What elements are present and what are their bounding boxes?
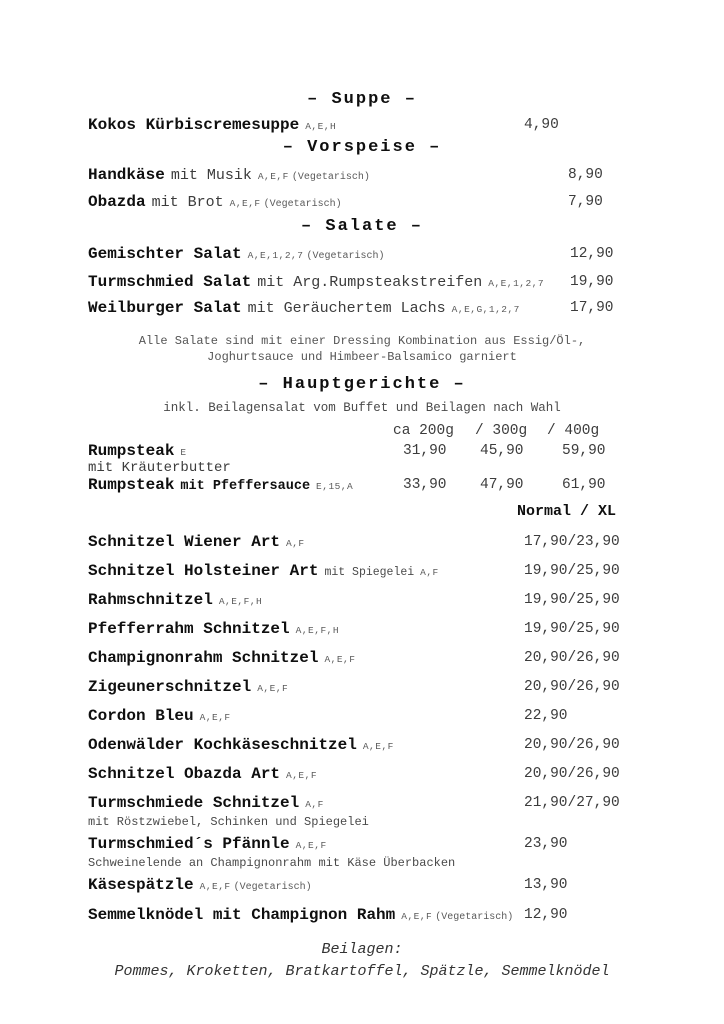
size-header-normal-xl: Normal / XL (517, 503, 617, 520)
item-price-200g: 31,90 (403, 443, 447, 459)
item-name-part2: mit Pfeffersauce (180, 479, 311, 494)
menu-item-row (88, 834, 636, 856)
item-veg-label: (Vegetarisch) (291, 172, 370, 183)
item-price: 17,90/23,90 (524, 534, 620, 550)
salad-dressing-note (88, 333, 636, 365)
menu-item-row (88, 875, 636, 898)
item-allergens: A,E,F (257, 683, 289, 694)
item-price: 22,90 (524, 708, 568, 724)
menu-item-row (88, 442, 636, 460)
item-allergens: A,E,F (257, 171, 289, 182)
item-price: 12,90 (524, 907, 568, 923)
item-price-400g: 59,90 (562, 443, 606, 459)
item-allergens: A,E,F (324, 654, 356, 665)
menu-item-row (88, 192, 636, 215)
item-price: 21,90/27,90 (524, 795, 620, 811)
menu-item-row (88, 619, 636, 641)
item-veg-label: (Vegetarisch) (306, 251, 385, 262)
menu-item-row (88, 298, 636, 320)
menu-item-row (88, 272, 636, 294)
item-description: mit Röstzwiebel, Schinken und Spiegelei (88, 815, 369, 829)
item-name: Turmschmied Salat (88, 273, 252, 291)
item-name: Rumpsteak (88, 476, 175, 494)
item-veg-label: (Vegetarisch) (435, 912, 514, 923)
menu-item-row (88, 677, 636, 699)
item-price: 20,90/26,90 (524, 679, 620, 695)
item-allergens: A,E,1,2,7 (247, 250, 304, 261)
weight-col-400g: / 400g (547, 423, 600, 439)
item-name: Schnitzel Obazda Art (88, 765, 281, 783)
item-veg-label: (Vegetarisch) (263, 199, 342, 210)
item-name: Käsespätzle (88, 876, 194, 894)
item-price: 19,90/25,90 (524, 563, 620, 579)
item-allergens: A,E,G,1,2,7 (451, 304, 520, 315)
item-allergens: A,E,F (229, 198, 261, 209)
item-price: 17,90 (570, 300, 614, 316)
item-allergens: A,E,H (305, 121, 337, 132)
item-price: 13,90 (524, 877, 568, 893)
item-name: Cordon Bleu (88, 707, 194, 725)
menu-item-row (88, 648, 636, 670)
item-name: Kokos Kürbiscremesuppe (88, 116, 300, 134)
salad-note-line-1: Alle Salate sind mit einer Dressing Kombination aus Essig/Öl-, (138, 334, 586, 348)
menu-item-row (88, 793, 636, 815)
item-allergens: A,E,F (286, 770, 318, 781)
menu-item-row (88, 244, 636, 267)
item-price-300g: 45,90 (480, 443, 524, 459)
item-suffix: mit Arg.Rumpsteakstreifen (257, 274, 483, 291)
item-allergens: A,E,1,2,7 (488, 278, 545, 289)
item-suffix: mit Geräuchertem Lachs (247, 300, 446, 317)
item-price: 20,90/26,90 (524, 766, 620, 782)
menu-item-row (88, 476, 636, 494)
menu-item-row (88, 905, 636, 928)
item-price: 19,90 (570, 274, 614, 290)
item-name: Turmschmiede Schnitzel (88, 794, 300, 812)
section-title-hauptgerichte: – Hauptgerichte – (258, 375, 466, 394)
item-name: Zigeunerschnitzel (88, 678, 252, 696)
item-allergens: A,E,F,H (295, 625, 340, 636)
item-description: mit Kräuterbutter (88, 460, 231, 476)
menu-item-row (88, 764, 636, 786)
menu-item-row (88, 706, 636, 728)
item-allergens: A,E,F (199, 881, 231, 892)
item-price-200g: 33,90 (403, 477, 447, 493)
salad-note-line-2: Joghurtsauce und Himbeer-Balsamico garniert (207, 350, 517, 364)
item-price: 7,90 (568, 194, 603, 210)
item-price: 20,90/26,90 (524, 737, 620, 753)
item-name: Rumpsteak (88, 442, 175, 460)
section-title-vorspeise: – Vorspeise – (282, 138, 442, 157)
item-name: Schnitzel Wiener Art (88, 533, 281, 551)
item-allergens: A,F (305, 799, 324, 810)
item-price: 19,90/25,90 (524, 621, 620, 637)
item-allergens: A,E,F,H (218, 596, 263, 607)
item-allergens: A,E,F (362, 741, 394, 752)
menu-item-row (88, 561, 636, 583)
item-allergens: E (180, 447, 187, 458)
weight-col-200g: ca 200g (393, 423, 454, 439)
section-title-suppe: – Suppe – (307, 90, 417, 109)
item-name: Schnitzel Holsteiner Art (88, 562, 319, 580)
item-price-400g: 61,90 (562, 477, 606, 493)
item-price: 4,90 (524, 117, 559, 133)
item-price: 20,90/26,90 (524, 650, 620, 666)
item-name: Pfefferrahm Schnitzel (88, 620, 290, 638)
item-suffix: mit Spiegelei (324, 566, 415, 579)
section-title-salate: – Salate – (300, 217, 424, 236)
item-name: Semmelknödel mit Champignon Rahm (88, 906, 396, 924)
steak-weight-header (88, 422, 636, 440)
beilagen-list: Pommes, Kroketten, Bratkartoffel, Spätzle, Semmelknödel (114, 963, 610, 980)
item-allergens: A,F (286, 538, 305, 549)
item-allergens: A,E,F (401, 911, 433, 922)
item-veg-label: (Vegetarisch) (233, 882, 312, 893)
item-allergens: A,E,F (199, 712, 231, 723)
item-price: 12,90 (570, 246, 614, 262)
size-header-row (88, 503, 636, 521)
item-name: Handkäse (88, 166, 165, 184)
item-description: Schweinelende an Champignonrahm mit Käse Überbacken (88, 856, 456, 870)
item-name: Gemischter Salat (88, 245, 242, 263)
item-price: 19,90/25,90 (524, 592, 620, 608)
weight-col-300g: / 300g (475, 423, 528, 439)
beilagen-title: Beilagen: (321, 941, 403, 958)
item-name: Rahmschnitzel (88, 591, 213, 609)
item-name: Obazda (88, 193, 146, 211)
item-name: Turmschmied´s Pfännle (88, 835, 290, 853)
item-name: Odenwälder Kochkäseschnitzel (88, 736, 357, 754)
hauptgerichte-subtitle: inkl. Beilagensalat vom Buffet und Beilagen nach Wahl (163, 401, 561, 415)
item-price: 23,90 (524, 836, 568, 852)
item-allergens: E,15,A (316, 481, 354, 492)
item-price: 8,90 (568, 167, 603, 183)
menu-item-row (88, 532, 636, 554)
item-price-300g: 47,90 (480, 477, 524, 493)
item-name: Champignonrahm Schnitzel (88, 649, 319, 667)
menu-item-row (88, 590, 636, 612)
menu-item-row (88, 165, 636, 188)
item-name: Weilburger Salat (88, 299, 242, 317)
item-allergens: A,E,F (295, 840, 327, 851)
menu-item-row (88, 735, 636, 757)
item-allergens: A,F (420, 567, 439, 578)
item-suffix: mit Musik (170, 167, 252, 184)
item-suffix: mit Brot (151, 194, 224, 211)
menu-item-row (88, 115, 636, 137)
